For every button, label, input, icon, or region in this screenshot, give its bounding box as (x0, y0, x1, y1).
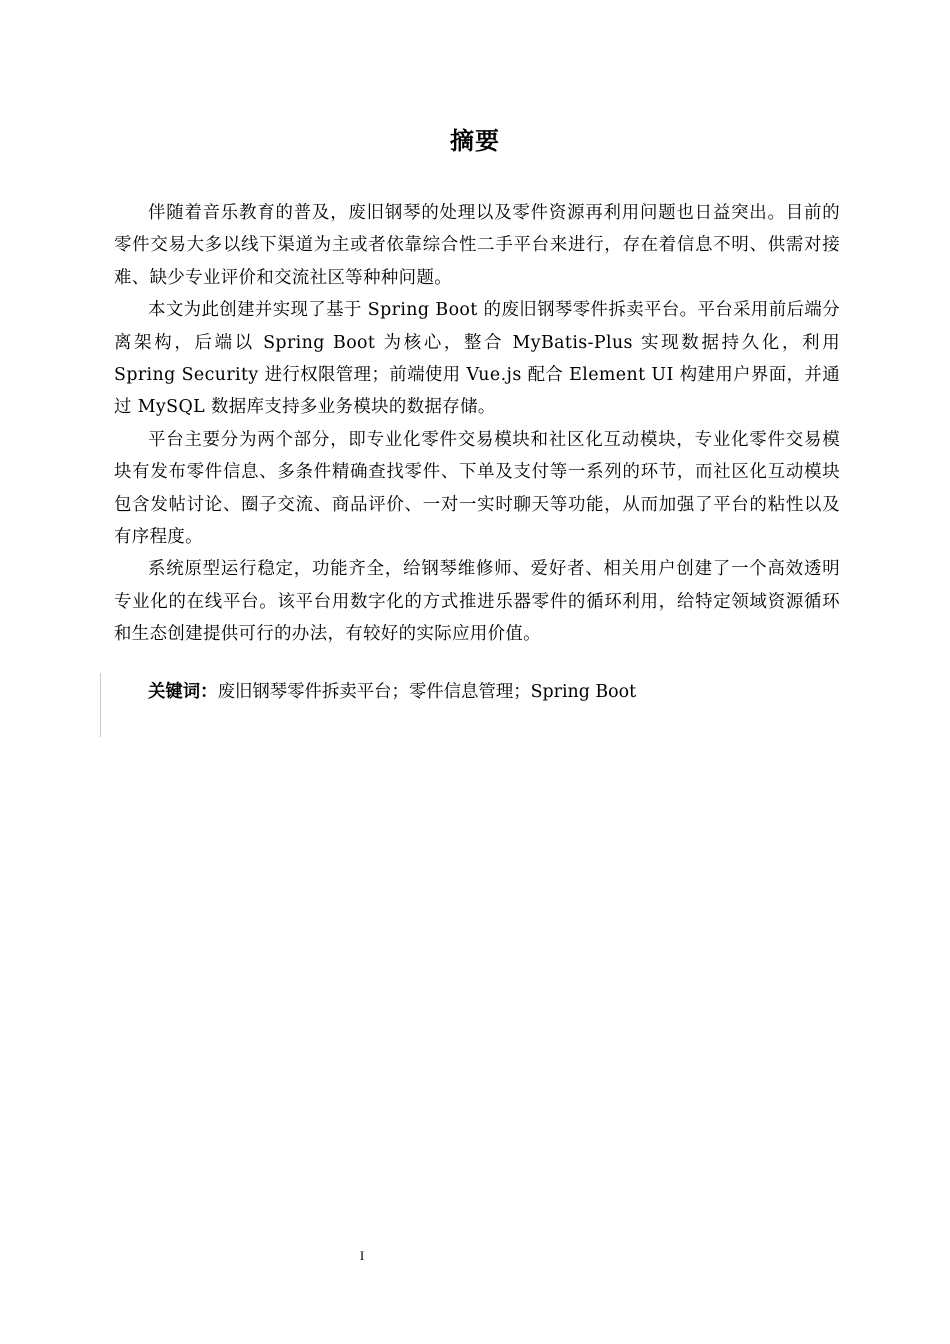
abstract-paragraph: 本文为此创建并实现了基于 Spring Boot 的废旧钢琴零件拆卖平台。平台采用前后端分离架构，后端以 Spring Boot 为核心，整合 MyBatis-Plus 实现数据持久化，利用 Spring Security 进行权限管理；前端使用 Vue.js 配合 Element UI 构建用户界面，并通过 MySQL 数据库支持多业务模块的数据存储。 (114, 300, 840, 418)
page-title: 摘要 (450, 127, 500, 155)
keywords-margin-line (100, 673, 101, 737)
page-number: I (359, 1248, 365, 1263)
abstract-paragraph: 系统原型运行稳定，功能齐全，给钢琴维修师、爱好者、相关用户创建了一个高效透明专业化的在线平台。该平台用数字化的方式推进乐器零件的循环利用，给特定领域资源循环和生态创建提供可行的办法，有较好的实际应用价值。 (114, 559, 840, 645)
keywords-text: 废旧钢琴零件拆卖平台；零件信息管理；Spring Boot (217, 682, 637, 702)
abstract-paragraph: 平台主要分为两个部分，即专业化零件交易模块和社区化互动模块，专业化零件交易模块有发布零件信息、多条件精确查找零件、下单及支付等一系列的环节，而社区化互动模块包含发帖讨论、圈子交流、商品评价、一对一实时聊天等功能，从而加强了平台的粘性以及有序程度。 (114, 429, 840, 548)
abstract-paragraph: 伴随着音乐教育的普及，废旧钢琴的处理以及零件资源再利用问题也日益突出。目前的零件交易大多以线下渠道为主或者依靠综合性二手平台来进行，存在着信息不明、供需对接难、缺少专业评价和交流社区等种种问题。 (114, 203, 840, 288)
keywords-label: 关键词： (148, 682, 218, 702)
keywords-line (148, 676, 636, 708)
abstract-body (114, 197, 840, 651)
